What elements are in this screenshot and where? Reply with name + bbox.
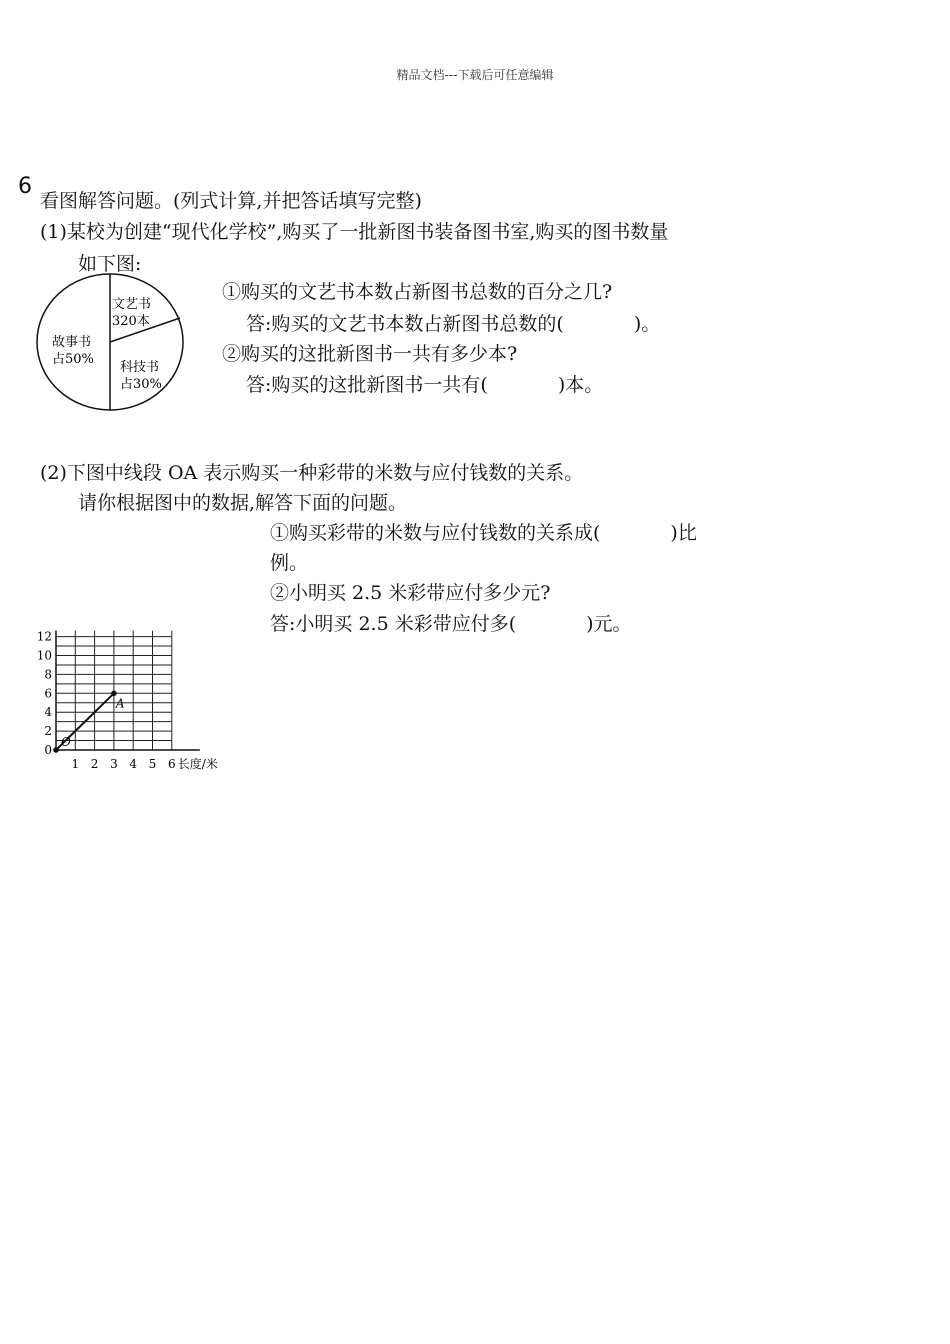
question-number: 6	[18, 174, 32, 199]
part1-q1: ①购买的文艺书本数占新图书总数的百分之几?	[222, 281, 613, 303]
question-title: 看图解答问题。(列式计算,并把答话填写完整)	[40, 190, 422, 212]
part2-q2: ②小明买 2.5 米彩带应付多少元?	[270, 582, 551, 604]
part1-a1-prefix: 答:购买的文艺书本数占新图书总数的(	[246, 313, 564, 335]
x-tick-label: 6	[167, 757, 176, 771]
x-tick-label: 2	[90, 757, 99, 771]
pie-label-wenyi-1: 文艺书	[112, 297, 152, 312]
pie-chart	[30, 272, 200, 422]
part2-q1-prefix: ①购买彩带的米数与应付钱数的关系成(	[270, 522, 601, 544]
x-tick-label: 1	[71, 757, 80, 771]
part2-intro-line1: (2)下图中线段 OA 表示购买一种彩带的米数与应付钱数的关系。	[40, 462, 584, 484]
x-tick-label: 4	[129, 757, 138, 771]
part1-a1	[246, 309, 660, 336]
data-point	[53, 747, 59, 753]
part1-a2-prefix: 答:购买的这批新图书一共有(	[246, 374, 488, 396]
y-tick-label: 0	[44, 743, 52, 757]
y-tick-label: 8	[44, 667, 52, 682]
point-label-a: A	[115, 696, 125, 711]
part1-intro-line1: (1)某校为创建“现代化学校”,购买了一批新图书装备图书室,购买的图书数量	[40, 221, 669, 243]
y-tick-label: 6	[44, 686, 52, 701]
y-tick-label: 12	[36, 629, 52, 644]
part1-a2	[246, 370, 603, 397]
x-tick-label: 5	[148, 757, 157, 771]
pie-label-keji-2: 占30%	[120, 377, 162, 392]
part2-a2	[270, 609, 632, 636]
y-tick-label: 4	[44, 705, 52, 720]
part2-a2-suffix: )元。	[586, 613, 632, 635]
pie-label-gushi-2: 占50%	[52, 352, 94, 367]
part1-a2-suffix: )本。	[557, 374, 604, 396]
y-tick-label: 10	[36, 648, 52, 663]
pie-label-keji-1: 科技书	[120, 360, 160, 375]
x-tick-label: 3	[110, 757, 118, 771]
page-header: 精品文档---下载后可任意编辑	[396, 68, 554, 82]
y-tick-label: 2	[44, 724, 52, 739]
part2-q1-suffix: )比	[670, 522, 697, 544]
part1-q2: ②购买的这批新图书一共有多少本?	[222, 343, 518, 365]
x-axis-label: 长度/米	[177, 757, 218, 771]
part2-q1-line2: 例。	[270, 552, 309, 574]
pie-label-wenyi-2: 320本	[112, 314, 150, 329]
part2-q1	[270, 518, 697, 545]
data-point	[111, 691, 117, 697]
point-label-o: O	[61, 735, 71, 749]
line-chart	[30, 506, 250, 776]
part1-intro-line2: 如下图:	[78, 253, 142, 275]
part2-intro-line2: 请你根据图中的数据,解答下面的问题。	[78, 492, 408, 514]
part1-a1-suffix: )。	[633, 313, 661, 335]
pie-label-gushi-1: 故事书	[52, 335, 92, 350]
part2-a2-prefix: 答:小明买 2.5 米彩带应付多(	[270, 613, 517, 635]
